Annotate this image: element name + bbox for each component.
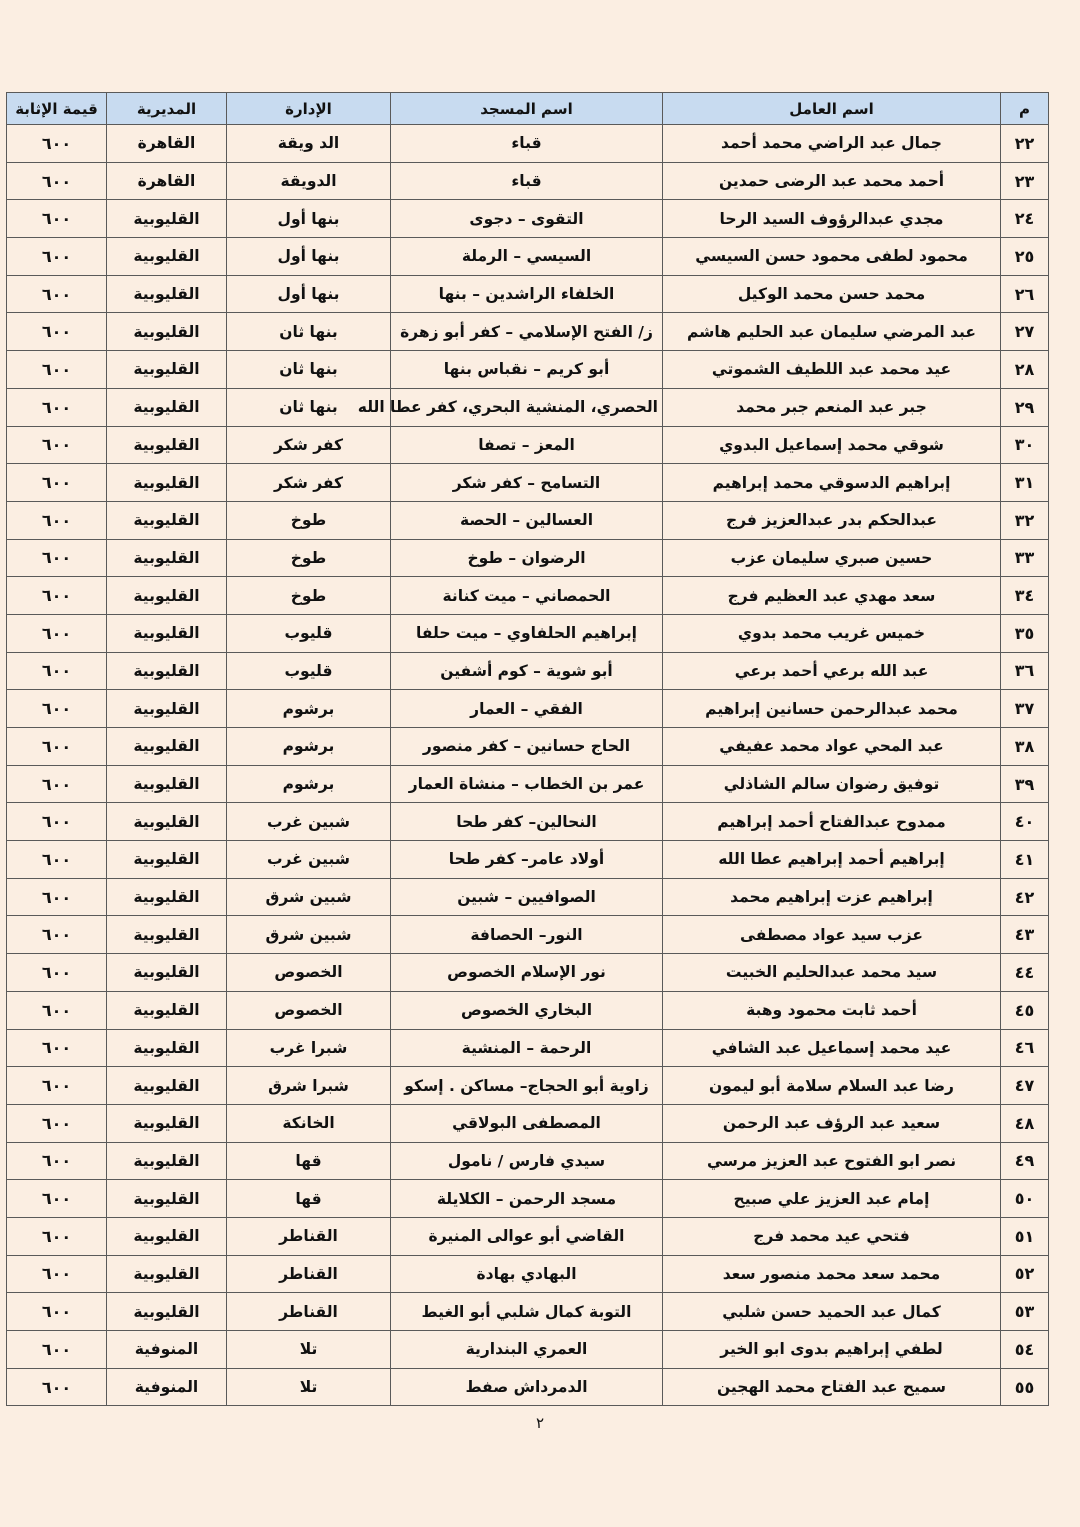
- cell-no: ٣٤: [1001, 577, 1049, 615]
- cell-worker-name: عبد المحي عواد محمد عفيفي: [663, 728, 1001, 766]
- cell-reward-value: ٦٠٠: [7, 690, 107, 728]
- cell-no: ٣٢: [1001, 501, 1049, 539]
- cell-directorate: القليوبية: [107, 652, 227, 690]
- table-row: [7, 1368, 1049, 1406]
- cell-worker-name: حسين صبري سليمان عزب: [663, 539, 1001, 577]
- table-row: [7, 200, 1049, 238]
- cell-directorate: القليوبية: [107, 1067, 227, 1105]
- cell-administration: قليوب: [227, 652, 391, 690]
- cell-mosque-name: عمر بن الخطاب – منشاة العمار: [391, 765, 663, 803]
- cell-worker-name: خميس غريب محمد بدوي: [663, 614, 1001, 652]
- cell-directorate: القليوبية: [107, 1104, 227, 1142]
- table-row: [7, 652, 1049, 690]
- cell-directorate: القليوبية: [107, 426, 227, 464]
- cell-administration: قها: [227, 1142, 391, 1180]
- cell-reward-value: ٦٠٠: [7, 125, 107, 163]
- cell-mosque-name: الرضوان – طوخ: [391, 539, 663, 577]
- cell-administration: برشوم: [227, 765, 391, 803]
- cell-no: ٣٦: [1001, 652, 1049, 690]
- cell-administration: بنها ثان: [227, 351, 391, 389]
- cell-administration: كفر شكر: [227, 426, 391, 464]
- table-row: [7, 1180, 1049, 1218]
- cell-directorate: القليوبية: [107, 1142, 227, 1180]
- cell-directorate: القليوبية: [107, 1217, 227, 1255]
- cell-directorate: القليوبية: [107, 841, 227, 879]
- cell-mosque-name: الصوافيين – شبين: [391, 878, 663, 916]
- cell-mosque-name: النور– الحصافة: [391, 916, 663, 954]
- header-row: [7, 93, 1049, 125]
- cell-administration: بنها أول: [227, 200, 391, 238]
- cell-mosque-name: أبو شوية – كوم أشفين: [391, 652, 663, 690]
- cell-administration: تلا: [227, 1331, 391, 1369]
- table-row: [7, 841, 1049, 879]
- cell-no: ٥٤: [1001, 1331, 1049, 1369]
- cell-worker-name: سميح عبد الفتاح محمد الهجين: [663, 1368, 1001, 1406]
- table-row: [7, 1104, 1049, 1142]
- cell-worker-name: توفيق رضوان سالم الشاذلي: [663, 765, 1001, 803]
- table-header: [7, 93, 1049, 125]
- cell-no: ٥٥: [1001, 1368, 1049, 1406]
- table-row: [7, 1255, 1049, 1293]
- cell-reward-value: ٦٠٠: [7, 464, 107, 502]
- cell-administration: طوخ: [227, 539, 391, 577]
- cell-administration: بنها ثان: [227, 388, 391, 426]
- cell-reward-value: ٦٠٠: [7, 1293, 107, 1331]
- cell-worker-name: إمام عبد العزيز علي صبيح: [663, 1180, 1001, 1218]
- cell-reward-value: ٦٠٠: [7, 426, 107, 464]
- cell-worker-name: كمال عبد الحميد حسن شلبي: [663, 1293, 1001, 1331]
- cell-worker-name: جبر عبد المنعم جبر محمد: [663, 388, 1001, 426]
- cell-reward-value: ٦٠٠: [7, 1104, 107, 1142]
- table-row: [7, 765, 1049, 803]
- workers-table-container: [6, 92, 1048, 1406]
- cell-no: ٢٦: [1001, 275, 1049, 313]
- cell-no: ٥٠: [1001, 1180, 1049, 1218]
- table-row: [7, 125, 1049, 163]
- cell-no: ٥١: [1001, 1217, 1049, 1255]
- cell-mosque-name: البخاري الخصوص: [391, 991, 663, 1029]
- cell-directorate: القليوبية: [107, 728, 227, 766]
- header-mosque-name: اسم المسجد: [391, 93, 663, 125]
- table-row: [7, 313, 1049, 351]
- table-row: [7, 162, 1049, 200]
- cell-mosque-name: القاضي أبو عوالى المنيرة: [391, 1217, 663, 1255]
- cell-mosque-name: العسالين – الحصة: [391, 501, 663, 539]
- cell-worker-name: أحمد ثابت محمود وهبة: [663, 991, 1001, 1029]
- cell-worker-name: إبراهيم عزت إبراهيم محمد: [663, 878, 1001, 916]
- header-reward-value: قيمة الإثابة: [7, 93, 107, 125]
- cell-worker-name: مجدي عبدالرؤوف السيد الرحا: [663, 200, 1001, 238]
- cell-directorate: القليوبية: [107, 954, 227, 992]
- cell-no: ٣١: [1001, 464, 1049, 502]
- cell-worker-name: محمد حسن محمد الوكيل: [663, 275, 1001, 313]
- table-row: [7, 1067, 1049, 1105]
- cell-mosque-name: التوبة كمال شلبي أبو الغيط: [391, 1293, 663, 1331]
- cell-no: ٢٥: [1001, 238, 1049, 276]
- cell-mosque-name: مسجد الرحمن – الكلايلة: [391, 1180, 663, 1218]
- cell-reward-value: ٦٠٠: [7, 916, 107, 954]
- cell-mosque-name: الحمصاني – ميت كنانة: [391, 577, 663, 615]
- cell-directorate: القليوبية: [107, 1293, 227, 1331]
- cell-administration: القناطر: [227, 1293, 391, 1331]
- cell-no: ٤٨: [1001, 1104, 1049, 1142]
- cell-administration: كفر شكر: [227, 464, 391, 502]
- cell-directorate: القاهرة: [107, 125, 227, 163]
- cell-mosque-name: المعز – تصفا: [391, 426, 663, 464]
- cell-directorate: المنوفية: [107, 1331, 227, 1369]
- cell-directorate: القليوبية: [107, 1180, 227, 1218]
- cell-administration: طوخ: [227, 577, 391, 615]
- cell-mosque-name: السيسي – الرملة: [391, 238, 663, 276]
- page-number: ٢: [535, 1414, 545, 1432]
- cell-reward-value: ٦٠٠: [7, 238, 107, 276]
- cell-reward-value: ٦٠٠: [7, 728, 107, 766]
- cell-directorate: القليوبية: [107, 313, 227, 351]
- table-row: [7, 1142, 1049, 1180]
- cell-no: ٢٢: [1001, 125, 1049, 163]
- cell-worker-name: أحمد محمد عبد الرضى حمدين: [663, 162, 1001, 200]
- cell-administration: القناطر: [227, 1255, 391, 1293]
- cell-mosque-name: الرحمة – المنشية: [391, 1029, 663, 1067]
- cell-reward-value: ٦٠٠: [7, 803, 107, 841]
- cell-reward-value: ٦٠٠: [7, 765, 107, 803]
- cell-administration: الخصوص: [227, 991, 391, 1029]
- table-row: [7, 238, 1049, 276]
- cell-reward-value: ٦٠٠: [7, 539, 107, 577]
- cell-mosque-name: المصطفى البولاقي: [391, 1104, 663, 1142]
- cell-directorate: القليوبية: [107, 991, 227, 1029]
- cell-mosque-name: النحالين– كفر طحا: [391, 803, 663, 841]
- cell-administration: القناطر: [227, 1217, 391, 1255]
- cell-worker-name: عبدالحكم بدر عبدالعزيز فرج: [663, 501, 1001, 539]
- cell-mosque-name: الخلفاء الراشدين – بنها: [391, 275, 663, 313]
- cell-worker-name: محمد عبدالرحمن حسانين إبراهيم: [663, 690, 1001, 728]
- cell-reward-value: ٦٠٠: [7, 1217, 107, 1255]
- cell-directorate: القليوبية: [107, 464, 227, 502]
- cell-reward-value: ٦٠٠: [7, 1331, 107, 1369]
- cell-worker-name: سعد مهدي عبد العظيم فرج: [663, 577, 1001, 615]
- cell-reward-value: ٦٠٠: [7, 200, 107, 238]
- table-row: [7, 690, 1049, 728]
- table-row: [7, 803, 1049, 841]
- cell-worker-name: محمد سعد محمد منصور سعد: [663, 1255, 1001, 1293]
- cell-worker-name: جمال عبد الراضي محمد أحمد: [663, 125, 1001, 163]
- cell-no: ٤٥: [1001, 991, 1049, 1029]
- cell-mosque-name: التقوى – دجوى: [391, 200, 663, 238]
- cell-administration: شبين شرق: [227, 878, 391, 916]
- table-row: [7, 728, 1049, 766]
- cell-mosque-name: الحاج حسانين – كفر منصور: [391, 728, 663, 766]
- cell-worker-name: رضا عبد السلام سلامة أبو ليمون: [663, 1067, 1001, 1105]
- table-row: [7, 1029, 1049, 1067]
- cell-reward-value: ٦٠٠: [7, 1067, 107, 1105]
- table-row: [7, 954, 1049, 992]
- cell-worker-name: عيد محمد إسماعيل عبد الشافي: [663, 1029, 1001, 1067]
- workers-table: [6, 92, 1049, 1406]
- cell-reward-value: ٦٠٠: [7, 1180, 107, 1218]
- table-row: [7, 539, 1049, 577]
- cell-administration: قها: [227, 1180, 391, 1218]
- cell-worker-name: إبراهيم أحمد إبراهيم عطا الله: [663, 841, 1001, 879]
- header-worker-name: اسم العامل: [663, 93, 1001, 125]
- cell-administration: برشوم: [227, 690, 391, 728]
- cell-administration: الخصوص: [227, 954, 391, 992]
- cell-no: ٣٣: [1001, 539, 1049, 577]
- cell-worker-name: سعيد عبد الرؤف عبد الرحمن: [663, 1104, 1001, 1142]
- cell-no: ٢٤: [1001, 200, 1049, 238]
- cell-worker-name: نصر ابو الفتوح عبد العزيز مرسي: [663, 1142, 1001, 1180]
- cell-reward-value: ٦٠٠: [7, 501, 107, 539]
- cell-mosque-name: البهادي بهادة: [391, 1255, 663, 1293]
- cell-directorate: القليوبية: [107, 275, 227, 313]
- cell-directorate: القليوبية: [107, 501, 227, 539]
- cell-no: ٢٣: [1001, 162, 1049, 200]
- table-row: [7, 464, 1049, 502]
- cell-administration: تلا: [227, 1368, 391, 1406]
- cell-no: ٥٣: [1001, 1293, 1049, 1331]
- cell-directorate: القليوبية: [107, 238, 227, 276]
- cell-directorate: القليوبية: [107, 388, 227, 426]
- cell-administration: شبين غرب: [227, 803, 391, 841]
- cell-directorate: المنوفية: [107, 1368, 227, 1406]
- cell-mosque-name: زاوية أبو الحجاج– مساكن . إسكو: [391, 1067, 663, 1105]
- cell-administration: شبين شرق: [227, 916, 391, 954]
- cell-reward-value: ٦٠٠: [7, 1255, 107, 1293]
- cell-reward-value: ٦٠٠: [7, 954, 107, 992]
- cell-no: ٢٧: [1001, 313, 1049, 351]
- table-row: [7, 501, 1049, 539]
- cell-no: ٤٦: [1001, 1029, 1049, 1067]
- cell-mosque-name: التسامح – كفر شكر: [391, 464, 663, 502]
- cell-administration: الدويقة: [227, 162, 391, 200]
- table-body: [7, 125, 1049, 1406]
- cell-directorate: القليوبية: [107, 614, 227, 652]
- cell-no: ٤٧: [1001, 1067, 1049, 1105]
- cell-directorate: القليوبية: [107, 1255, 227, 1293]
- table-row: [7, 275, 1049, 313]
- cell-mosque-name: قباء: [391, 162, 663, 200]
- cell-directorate: القليوبية: [107, 200, 227, 238]
- cell-no: ٣٩: [1001, 765, 1049, 803]
- cell-mosque-name: إبراهيم الحلفاوي – ميت حلفا: [391, 614, 663, 652]
- header-directorate: المديرية: [107, 93, 227, 125]
- cell-administration: برشوم: [227, 728, 391, 766]
- cell-worker-name: ممدوح عبدالفتاح أحمد إبراهيم: [663, 803, 1001, 841]
- table-row: [7, 991, 1049, 1029]
- header-no: م: [1001, 93, 1049, 125]
- cell-reward-value: ٦٠٠: [7, 614, 107, 652]
- cell-administration: الخانكة: [227, 1104, 391, 1142]
- table-row: [7, 426, 1049, 464]
- cell-mosque-name: الدمرداش صفط: [391, 1368, 663, 1406]
- cell-reward-value: ٦٠٠: [7, 1368, 107, 1406]
- cell-administration: شبين غرب: [227, 841, 391, 879]
- cell-worker-name: محمود لطفى محمود حسن السيسي: [663, 238, 1001, 276]
- cell-no: ٣٧: [1001, 690, 1049, 728]
- cell-no: ٤٣: [1001, 916, 1049, 954]
- cell-directorate: القليوبية: [107, 765, 227, 803]
- cell-no: ٢٨: [1001, 351, 1049, 389]
- cell-administration: طوخ: [227, 501, 391, 539]
- cell-directorate: القليوبية: [107, 577, 227, 615]
- cell-reward-value: ٦٠٠: [7, 1029, 107, 1067]
- cell-mosque-name: قباء: [391, 125, 663, 163]
- cell-administration: بنها ثان: [227, 313, 391, 351]
- cell-reward-value: ٦٠٠: [7, 652, 107, 690]
- cell-no: ٥٢: [1001, 1255, 1049, 1293]
- cell-directorate: القليوبية: [107, 803, 227, 841]
- table-row: [7, 878, 1049, 916]
- cell-directorate: القليوبية: [107, 1029, 227, 1067]
- cell-reward-value: ٦٠٠: [7, 351, 107, 389]
- cell-administration: شبرا غرب: [227, 1029, 391, 1067]
- cell-worker-name: لطفي إبراهيم بدوى ابو الخير: [663, 1331, 1001, 1369]
- table-row: [7, 351, 1049, 389]
- cell-no: ٣٠: [1001, 426, 1049, 464]
- cell-mosque-name: سيدي فارس / نامول: [391, 1142, 663, 1180]
- cell-no: ٤٩: [1001, 1142, 1049, 1180]
- cell-reward-value: ٦٠٠: [7, 162, 107, 200]
- cell-worker-name: عزب سيد عواد مصطفى: [663, 916, 1001, 954]
- cell-reward-value: ٦٠٠: [7, 841, 107, 879]
- cell-directorate: القليوبية: [107, 690, 227, 728]
- cell-reward-value: ٦٠٠: [7, 275, 107, 313]
- table-row: [7, 916, 1049, 954]
- cell-worker-name: سيد محمد عبدالحليم الخبيت: [663, 954, 1001, 992]
- cell-no: ٢٩: [1001, 388, 1049, 426]
- cell-no: ٣٨: [1001, 728, 1049, 766]
- cell-worker-name: شوقي محمد إسماعيل البدوي: [663, 426, 1001, 464]
- cell-mosque-name: أولاد عامر– كفر طحا: [391, 841, 663, 879]
- table-row: [7, 388, 1049, 426]
- cell-directorate: القليوبية: [107, 351, 227, 389]
- cell-mosque-name: العمري البندارية: [391, 1331, 663, 1369]
- table-row: [7, 1217, 1049, 1255]
- cell-mosque-name: ز/ الفتح الإسلامي – كفر أبو زهرة: [391, 313, 663, 351]
- cell-reward-value: ٦٠٠: [7, 388, 107, 426]
- header-administration: الإدارة: [227, 93, 391, 125]
- cell-no: ٣٥: [1001, 614, 1049, 652]
- cell-reward-value: ٦٠٠: [7, 1142, 107, 1180]
- cell-administration: شبرا شرق: [227, 1067, 391, 1105]
- cell-directorate: القليوبية: [107, 539, 227, 577]
- table-row: [7, 614, 1049, 652]
- cell-no: ٤٤: [1001, 954, 1049, 992]
- cell-no: ٤١: [1001, 841, 1049, 879]
- cell-reward-value: ٦٠٠: [7, 991, 107, 1029]
- cell-directorate: القليوبية: [107, 916, 227, 954]
- cell-no: ٤٢: [1001, 878, 1049, 916]
- cell-worker-name: إبراهيم الدسوقي محمد إبراهيم: [663, 464, 1001, 502]
- cell-reward-value: ٦٠٠: [7, 878, 107, 916]
- cell-directorate: القليوبية: [107, 878, 227, 916]
- cell-administration: بنها أول: [227, 275, 391, 313]
- cell-mosque-name: أبو كريم – نقباس بنها: [391, 351, 663, 389]
- cell-worker-name: عبد المرضي سليمان عبد الحليم هاشم: [663, 313, 1001, 351]
- cell-worker-name: فتحي عيد محمد فرج: [663, 1217, 1001, 1255]
- cell-reward-value: ٦٠٠: [7, 577, 107, 615]
- cell-worker-name: عبد الله برعي أحمد برعي: [663, 652, 1001, 690]
- table-row: [7, 577, 1049, 615]
- cell-reward-value: ٦٠٠: [7, 313, 107, 351]
- cell-mosque-name: الحصري، المنشية البحري، كفر عطا الله: [391, 388, 663, 426]
- cell-no: ٤٠: [1001, 803, 1049, 841]
- cell-administration: بنها أول: [227, 238, 391, 276]
- cell-administration: الد ويقة: [227, 125, 391, 163]
- table-row: [7, 1331, 1049, 1369]
- cell-mosque-name: نور الإسلام الخصوص: [391, 954, 663, 992]
- table-row: [7, 1293, 1049, 1331]
- cell-mosque-name: الفقي – العمار: [391, 690, 663, 728]
- cell-directorate: القاهرة: [107, 162, 227, 200]
- cell-worker-name: عيد محمد عبد اللطيف الشموتي: [663, 351, 1001, 389]
- cell-administration: قليوب: [227, 614, 391, 652]
